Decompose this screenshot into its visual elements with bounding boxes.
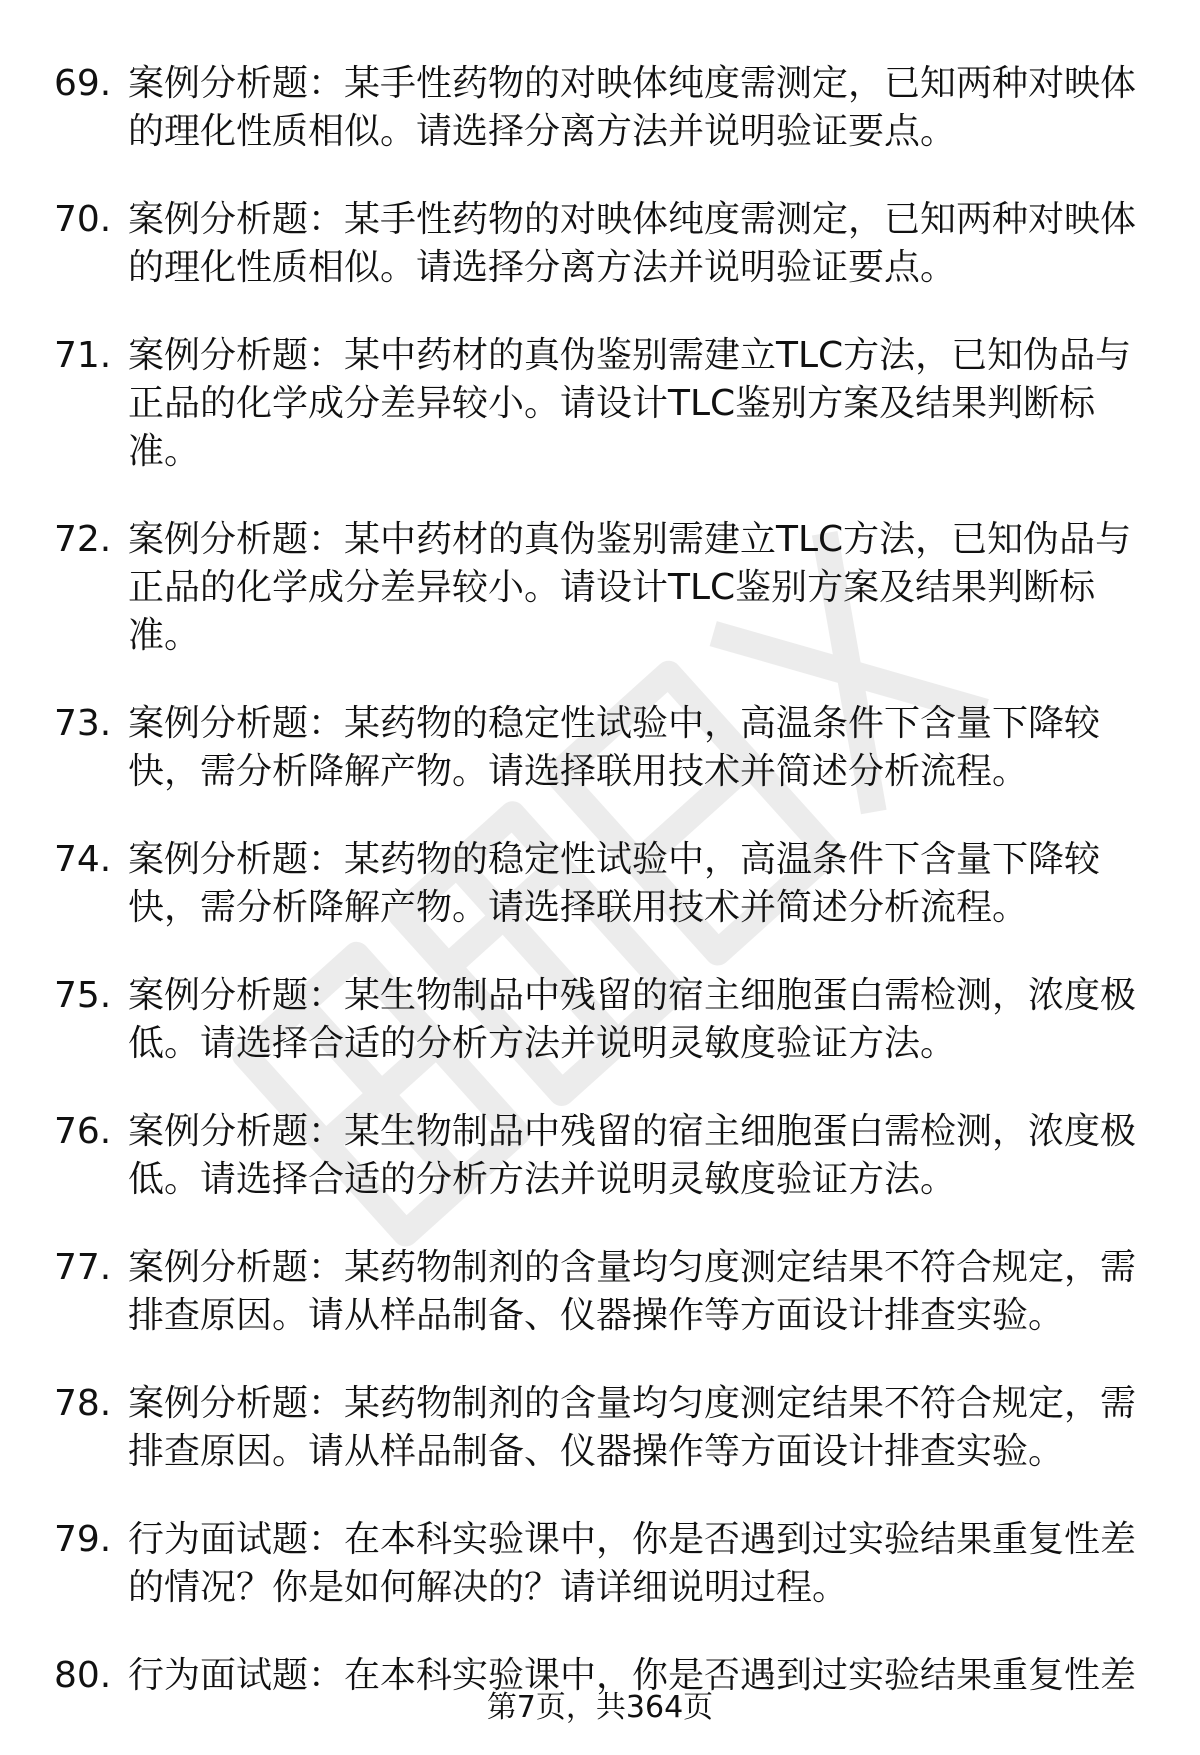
question-item (0, 836, 1200, 932)
question-number: 77. (54, 1247, 112, 1288)
question-item (0, 1244, 1200, 1340)
question-text: 案例分析题：某手性药物的对映体纯度需测定，已知两种对映体的理化性质相似。请选择分离方法并说明验证要点。 (128, 199, 1137, 288)
question-item (0, 700, 1200, 796)
question-number: 75. (54, 975, 112, 1016)
question-text: 案例分析题：某生物制品中残留的宿主细胞蛋白需检测，浓度极低。请选择合适的分析方法并说明灵敏度验证方法。 (128, 1111, 1137, 1200)
question-number: 70. (54, 199, 112, 240)
question-number: 76. (54, 1111, 112, 1152)
question-item (0, 196, 1200, 292)
question-text: 行为面试题：在本科实验课中，你是否遇到过实验结果重复性差的情况？你是如何解决的？请详细说明过程。 (128, 1519, 1137, 1608)
question-item (0, 332, 1200, 476)
page-number-footer: 第7页，共364页 (486, 1690, 714, 1725)
question-number: 73. (54, 703, 112, 744)
question-text: 案例分析题：某药物制剂的含量均匀度测定结果不符合规定，需排查原因。请从样品制备、仪器操作等方面设计排查实验。 (128, 1383, 1137, 1472)
question-number: 69. (54, 63, 112, 104)
question-item (0, 1516, 1200, 1612)
question-text: 案例分析题：某中药材的真伪鉴别需建立TLC方法，已知伪品与正品的化学成分差异较小。请设计TLC鉴别方案及结果判断标准。 (128, 335, 1132, 472)
question-text: 案例分析题：某中药材的真伪鉴别需建立TLC方法，已知伪品与正品的化学成分差异较小。请设计TLC鉴别方案及结果判断标准。 (128, 519, 1132, 656)
question-text: 行为面试题：在本科实验课中，你是否遇到过实验结果重复性差 (128, 1655, 1137, 1696)
question-number: 79. (54, 1519, 112, 1560)
question-text: 案例分析题：某药物的稳定性试验中，高温条件下含量下降较快，需分析降解产物。请选择联用技术并简述分析流程。 (128, 839, 1101, 928)
question-item (0, 60, 1200, 156)
question-number: 80. (54, 1655, 112, 1696)
question-item (0, 516, 1200, 660)
question-text: 案例分析题：某手性药物的对映体纯度需测定，已知两种对映体的理化性质相似。请选择分离方法并说明验证要点。 (128, 63, 1137, 152)
question-text: 案例分析题：某药物的稳定性试验中，高温条件下含量下降较快，需分析降解产物。请选择联用技术并简述分析流程。 (128, 703, 1101, 792)
question-text: 案例分析题：某生物制品中残留的宿主细胞蛋白需检测，浓度极低。请选择合适的分析方法并说明灵敏度验证方法。 (128, 975, 1137, 1064)
question-text: 案例分析题：某药物制剂的含量均匀度测定结果不符合规定，需排查原因。请从样品制备、仪器操作等方面设计排查实验。 (128, 1247, 1137, 1336)
question-list (0, 60, 1200, 1740)
question-number: 72. (54, 519, 112, 560)
question-item (0, 972, 1200, 1068)
question-item (0, 1108, 1200, 1204)
question-item (0, 1380, 1200, 1476)
question-number: 71. (54, 335, 112, 376)
question-number: 78. (54, 1383, 112, 1424)
question-number: 74. (54, 839, 112, 880)
